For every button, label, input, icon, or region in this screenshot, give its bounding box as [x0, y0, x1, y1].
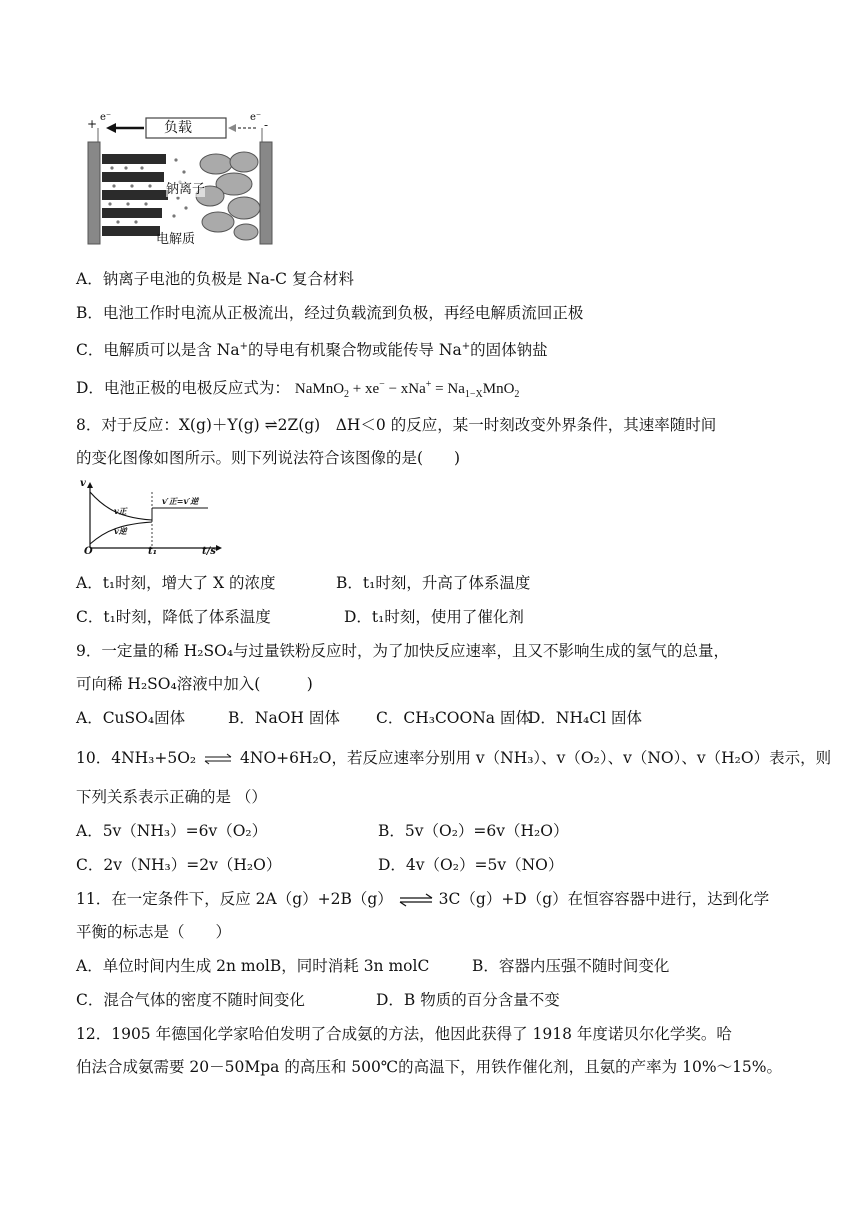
q10-option-d: D．4v（O₂）=5v（NO） [378, 856, 564, 874]
cathode-particles [196, 152, 260, 240]
minus-sign: - [264, 118, 269, 132]
q11-line1-b: 3C（g）+D（g）在恒容容器中进行，达到化学 [438, 890, 770, 908]
q7-d-prefix: D．电池正极的电极反应式为： [76, 379, 290, 397]
q10-line1-a: 10．4NH₃+5O₂ [76, 749, 197, 767]
q7-c-part3: 的固体钠盐 [470, 341, 548, 360]
q11-option-a: A．单位时间内生成 2n molB，同时消耗 3n molC [76, 957, 430, 975]
battery-diagram [84, 112, 274, 248]
q10-option-a: A．5v（NH₃）=6v（O₂） [76, 822, 268, 840]
q7-c-sup2: + [461, 341, 471, 352]
q9-option-a: A．CuSO₄固体 [76, 709, 186, 727]
q12-line2: 伯法合成氨需要 20－50Mpa 的高压和 500℃的高温下，用铁作催化剂，且氨的产率为 10%～15%。 [76, 1058, 783, 1076]
q7-d-equation [294, 379, 520, 400]
sodium-ion-label: 钠离子 [166, 178, 205, 197]
v-forward-label: v正 [114, 506, 127, 516]
q7-option-d [76, 374, 519, 406]
q9-line1: 9．一定量的稀 H₂SO₄与过量铁粉反应时，为了加快反应速率，且又不影响生成的氢气的总量， [76, 642, 730, 660]
q7-option-b: B．电池工作时电流从正极流出，经过负载流到负极，再经电解质流回正极 [76, 304, 584, 322]
v-reverse-label: v逆 [114, 526, 127, 536]
electron-left-label: e⁻ [100, 112, 112, 123]
q9-option-b: B．NaOH 固体 [228, 709, 340, 727]
q10-line2: 下列关系表示正确的是 （） [76, 788, 267, 806]
eq-xna: − xNa [384, 381, 426, 397]
eq-mno: MnO [482, 381, 515, 397]
eq-na: = Na [431, 381, 465, 397]
eq-nampo: NaMnO [294, 381, 345, 397]
eq-xe: + xe [349, 381, 380, 397]
q9-line2: 可向稀 H₂SO₄溶液中加入( ) [76, 675, 313, 693]
q11-line1 [76, 888, 769, 910]
q7-option-c [76, 336, 548, 361]
anode-layers [102, 154, 168, 236]
eq-sup-plus: + [425, 379, 432, 390]
q9-option-c: C．CH₃COONa 固体 [376, 709, 531, 727]
equilibrium-arrow-icon [398, 893, 434, 907]
q7-option-a: A．钠离子电池的负极是 Na-C 复合材料 [76, 270, 354, 288]
q8-line1: 8．对于反应：X(g)＋Y(g) ⇌2Z(g) ΔH＜0 的反应，某一时刻改变外界条件，其速率随时间 [76, 416, 717, 434]
q11-option-c: C．混合气体的密度不随时间变化 [76, 991, 305, 1009]
q8-option-c: C．t₁时刻，降低了体系温度 [76, 608, 271, 626]
q9-option-d: D．NH₄Cl 固体 [528, 709, 642, 727]
v-equal-label: v′正=v′逆 [162, 496, 199, 506]
t-axis-label: t/s [202, 546, 216, 557]
q8-line2: 的变化图像如图所示。则下列说法符合该图像的是( ) [76, 449, 461, 467]
q11-option-d: D．B 物质的百分含量不变 [376, 991, 560, 1009]
origin-label: O [84, 546, 93, 557]
electrolyte-label: 电解质 [156, 232, 196, 247]
t1-label: t₁ [148, 546, 157, 557]
q8-option-b: B．t₁时刻，升高了体系温度 [336, 574, 531, 592]
q10-line1-b: 4NO+6H₂O，若反应速率分别用 v（NH₃）、v（O₂）、v（NO）、v（H₂O）表示，则 [240, 749, 832, 767]
q12-line1: 12．1905 年德国化学家哈伯发明了合成氨的方法，他因此获得了 1918 年度诺贝尔化学奖。哈 [76, 1025, 732, 1043]
q7-c-sup1: + [239, 341, 248, 352]
rate-time-graph [78, 478, 228, 560]
q10-line1 [76, 747, 831, 769]
q8-option-d: D．t₁时刻，使用了催化剂 [344, 608, 524, 626]
q7-c-part1: C．电解质可以是含 Na [76, 341, 240, 360]
q11-line1-a: 11．在一定条件下，反应 2A（g）+2B（g） [76, 890, 393, 908]
electron-right-label: e⁻ [250, 112, 262, 123]
eq-sub-1x: 1−X [464, 389, 483, 400]
eq-sub2a: 2 [344, 389, 350, 400]
right-electrode [260, 142, 272, 244]
equilibrium-arrow-icon [201, 750, 235, 768]
eq-sup-minus: − [379, 379, 385, 390]
plus-sign: + [87, 117, 98, 131]
q10-option-b: B．5v（O₂）=6v（H₂O） [378, 822, 569, 840]
q10-option-c: C．2v（NH₃）=2v（H₂O） [76, 856, 282, 874]
q7-c-part2: 的导电有机聚合物或能传导 Na [247, 341, 462, 360]
load-label: 负载 [164, 120, 192, 136]
eq-sub2b: 2 [514, 389, 520, 400]
q11-option-b: B．容器内压强不随时间变化 [472, 957, 670, 975]
q11-line2: 平衡的标志是（ ） [76, 923, 232, 941]
v-axis-label: v [80, 478, 86, 489]
left-electrode [88, 142, 100, 244]
q8-option-a: A．t₁时刻，增大了 X 的浓度 [76, 574, 276, 592]
